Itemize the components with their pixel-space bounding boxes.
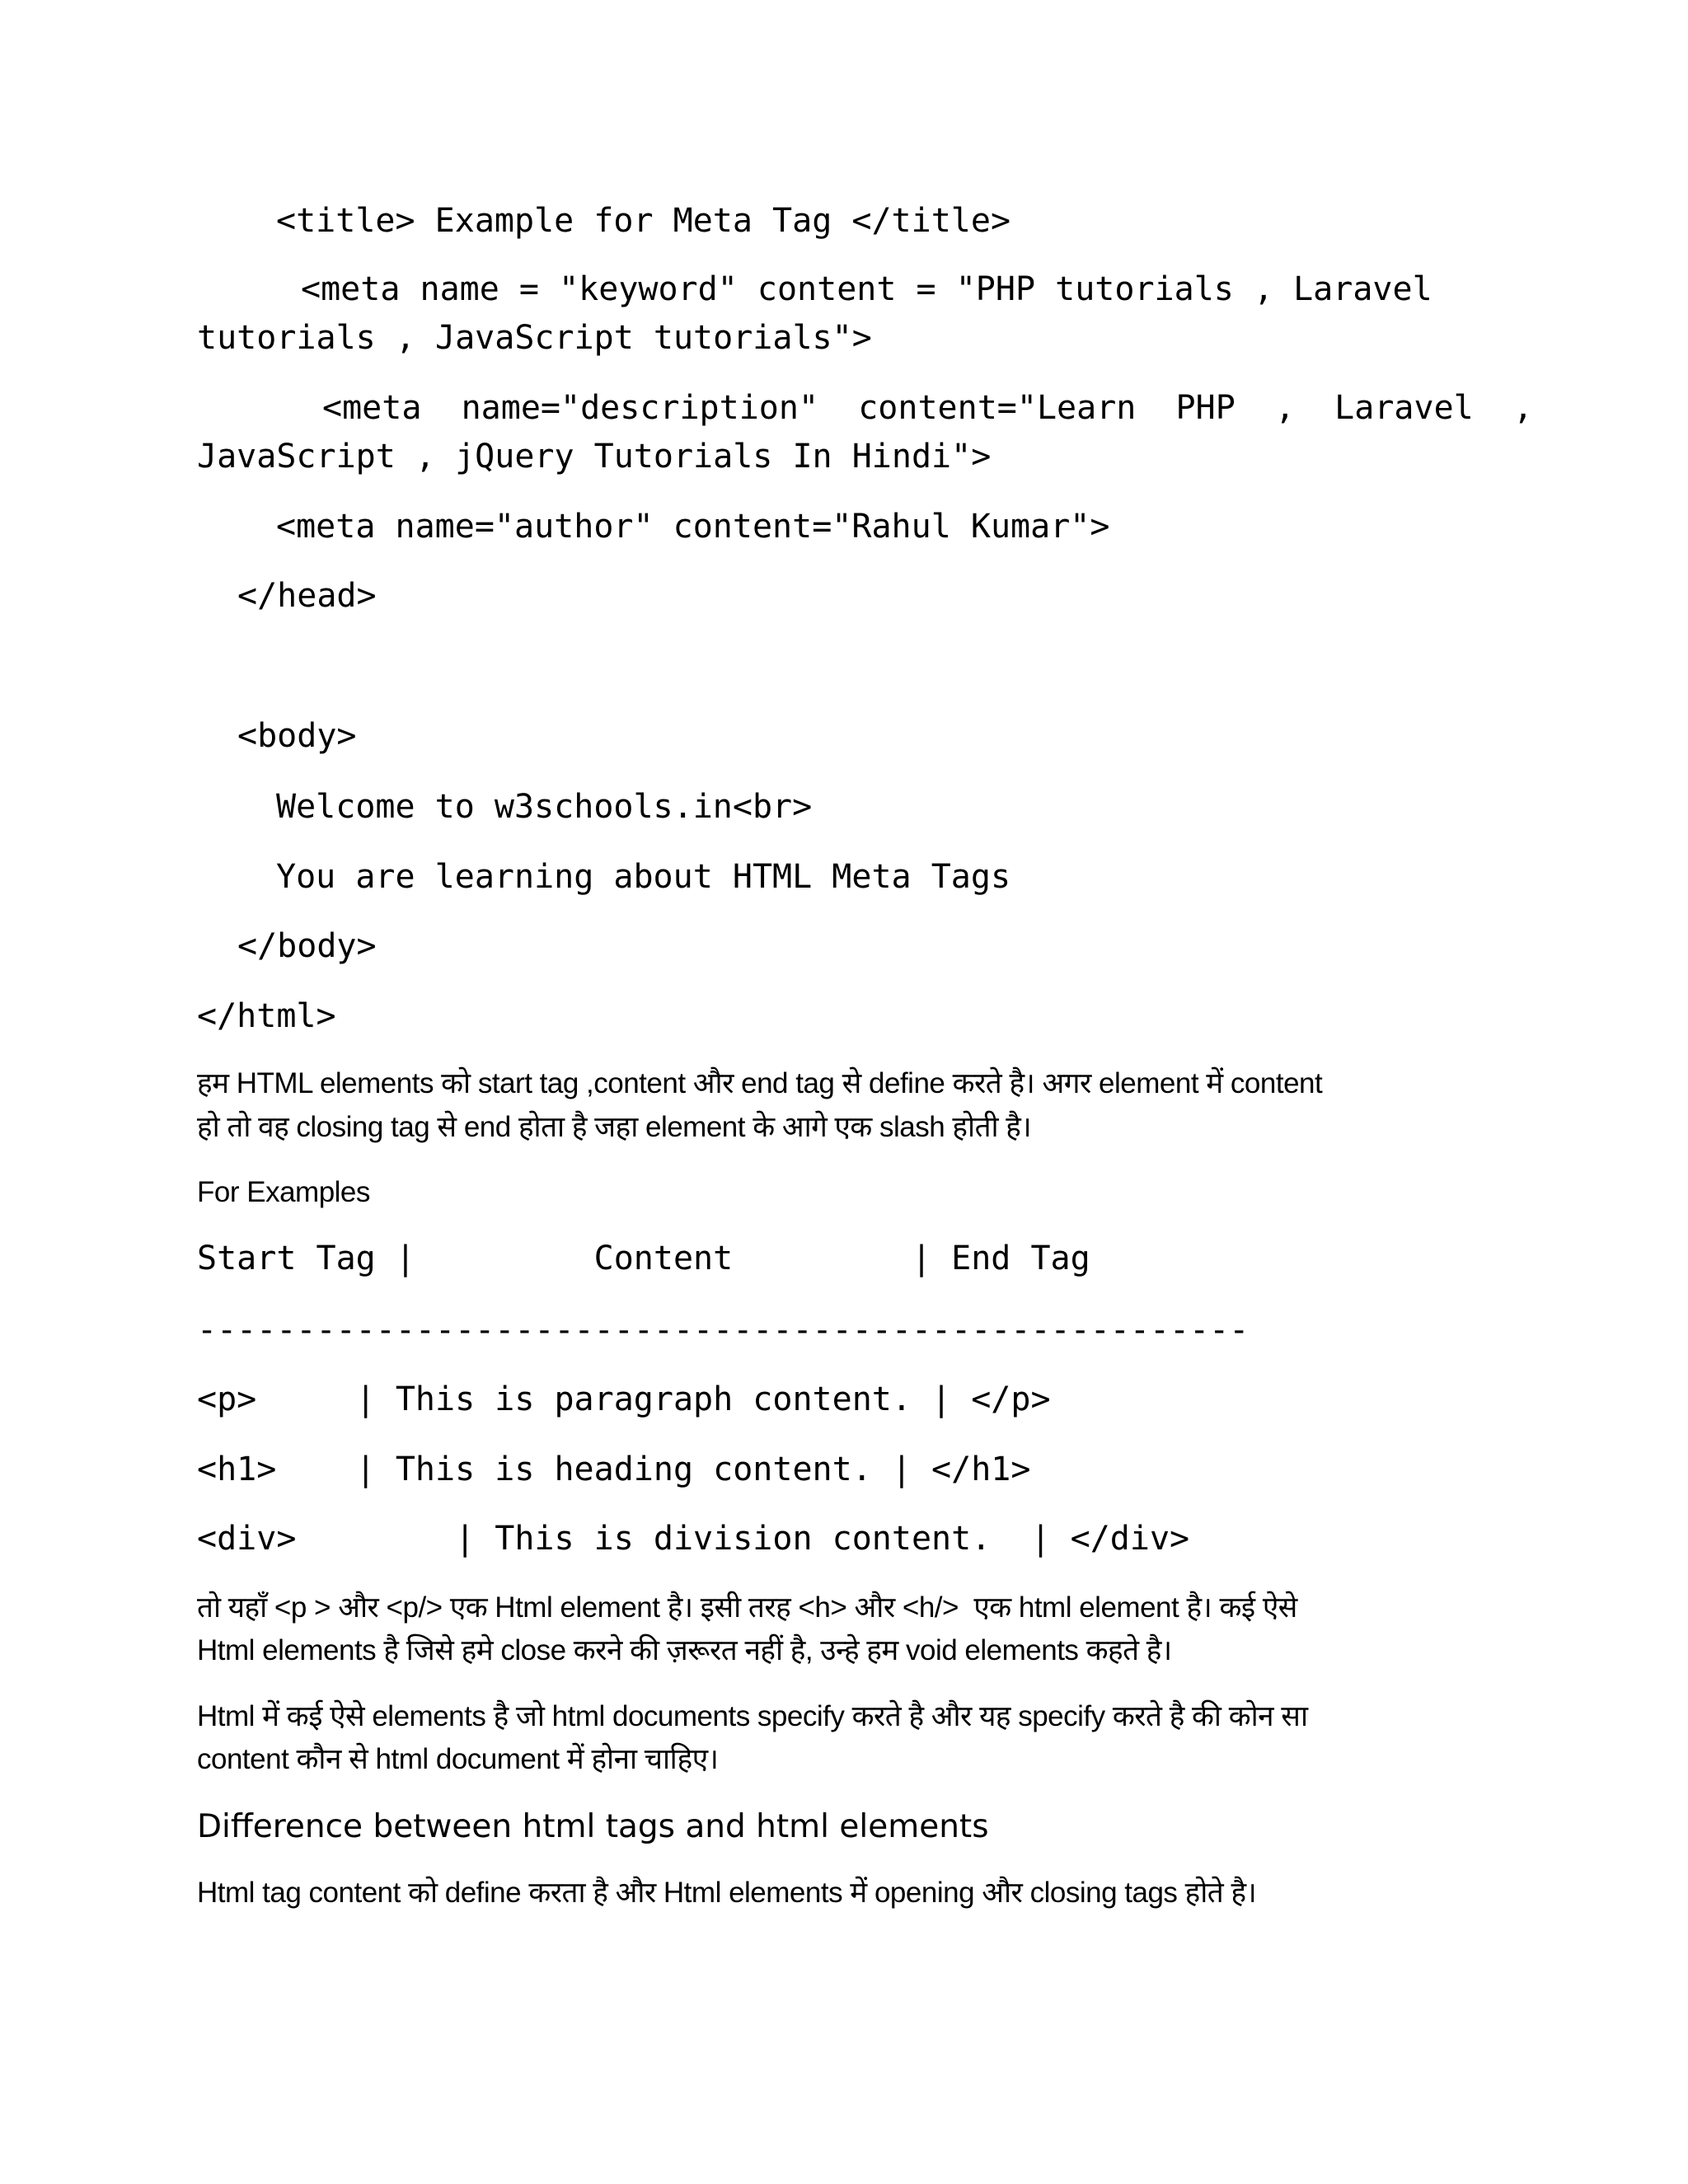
code-line: <title> Example for Meta Tag </title>: [276, 202, 1011, 240]
paragraph-line: तो यहाँ <p > और <p/> एक Html element है। इसी तरह <h> और <h/> एक html element है। कई ऐसे: [197, 1591, 1297, 1624]
paragraph-line: Html elements है जिसे हमे close करने की ज़रूरत नहीं है, उन्हे हम void elements कहते है।: [197, 1634, 1172, 1666]
code-line: <meta name="description" content="Learn PHP , Laravel ,: [322, 389, 1534, 427]
code-line: JavaScript , jQuery Tutorials In Hindi">: [197, 438, 992, 476]
code-line: <meta name = "keyword" content = "PHP tutorials , Laravel: [301, 270, 1432, 308]
paragraph-line: हम HTML elements को start tag ,content और end tag से define करते है। अगर element में content: [197, 1067, 1323, 1099]
section-heading: Difference between html tags and html elements: [197, 1808, 989, 1845]
paragraph-line: Html में कई ऐसे elements है जो html documents specify करते है और यह specify करते है की कोन सा: [197, 1700, 1308, 1732]
code-line: You are learning about HTML Meta Tags: [276, 858, 1011, 896]
code-line: tutorials , JavaScript tutorials">: [197, 319, 872, 357]
code-line: </head>: [237, 577, 377, 615]
examples-label: For Examples: [197, 1176, 370, 1208]
table-divider: -----------------------------------------------------: [197, 1311, 1250, 1349]
code-line: <body>: [237, 717, 357, 755]
table-header: Start Tag | Content | End Tag: [197, 1240, 1090, 1277]
code-line: Welcome to w3schools.in<br>: [276, 788, 813, 826]
paragraph-line: हो तो वह closing tag से end होता है जहा element के आगे एक slash होती है।: [197, 1111, 1032, 1143]
code-line: </html>: [197, 997, 336, 1035]
code-line: <meta name="author" content="Rahul Kumar">: [276, 508, 1110, 546]
code-line: </body>: [237, 927, 377, 965]
paragraph-line: Html tag content को define करता है और Html elements में opening और closing tags होते है।: [197, 1877, 1257, 1909]
table-row: <div> | This is division content. | </div>: [197, 1520, 1190, 1558]
table-row: <h1> | This is heading content. | </h1>: [197, 1451, 1031, 1488]
paragraph-line: content कौन से html document में होना चाहिए।: [197, 1743, 719, 1775]
table-row: <p> | This is paragraph content. | </p>: [197, 1380, 1051, 1418]
